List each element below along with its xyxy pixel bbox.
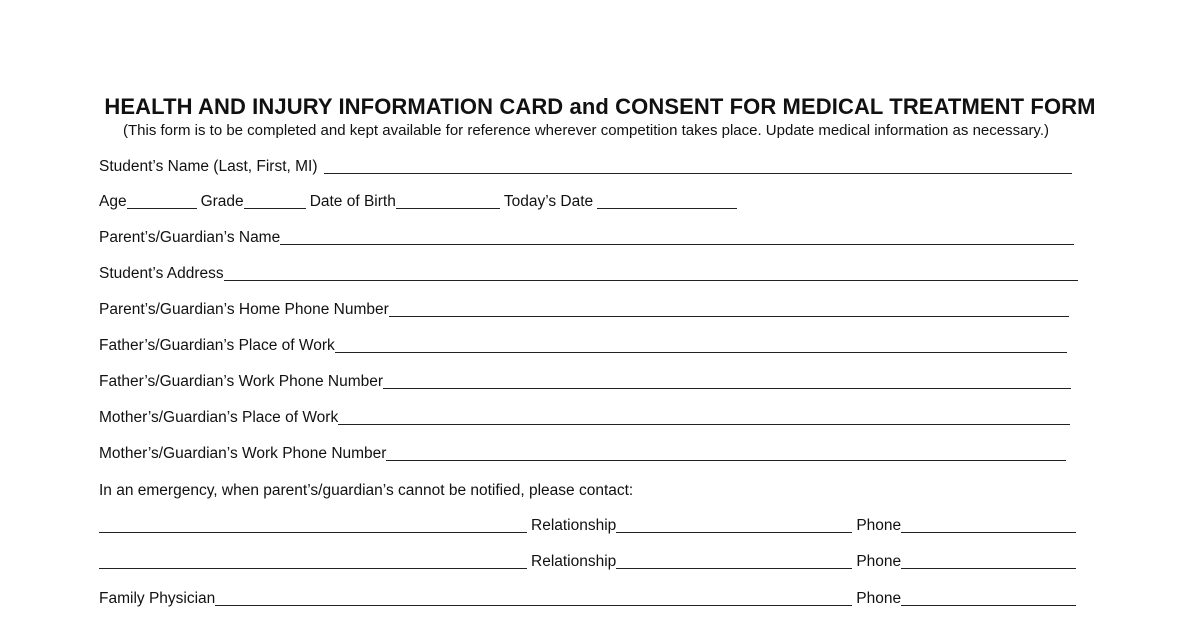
emergency-prompt: In an emergency, when parent’s/guardian’s cannot be notified, please contact: bbox=[99, 482, 634, 499]
family-physician-label: Family Physician bbox=[99, 590, 216, 607]
parent-home-phone-label: Parent’s/Guardian’s Home Phone Number bbox=[99, 301, 389, 318]
emergency-contact-name-field[interactable] bbox=[99, 553, 527, 569]
phone-label: Phone bbox=[856, 517, 902, 534]
emergency-relationship-field[interactable] bbox=[616, 553, 852, 569]
parent-name-field[interactable] bbox=[280, 229, 1074, 245]
father-work-phone-field[interactable] bbox=[383, 373, 1071, 389]
form-subtitle: (This form is to be completed and kept available for reference wherever competition takes place. Update medical information as necessary.) bbox=[122, 122, 1049, 139]
emergency-prompt-row bbox=[99, 478, 633, 500]
emergency-relationship-field[interactable] bbox=[616, 517, 852, 533]
mother-work-phone-label: Mother’s/Guardian’s Work Phone Number bbox=[99, 445, 387, 462]
date-of-birth-label: Date of Birth bbox=[309, 193, 396, 210]
parent-home-phone-field[interactable] bbox=[389, 301, 1069, 317]
mother-place-of-work-field[interactable] bbox=[338, 409, 1070, 425]
student-address-field[interactable] bbox=[224, 265, 1078, 281]
student-address-row bbox=[99, 261, 1078, 283]
emergency-phone-field[interactable] bbox=[901, 517, 1076, 533]
father-place-of-work-row bbox=[99, 333, 1067, 355]
father-work-phone-label: Father’s/Guardian’s Work Phone Number bbox=[99, 373, 384, 390]
student-name-row bbox=[99, 154, 1072, 176]
emergency-contact-row bbox=[99, 513, 1076, 535]
physician-phone-label: Phone bbox=[856, 590, 902, 607]
emergency-phone-field[interactable] bbox=[901, 553, 1076, 569]
parent-name-row bbox=[99, 225, 1074, 247]
parent-name-label: Parent’s/Guardian’s Name bbox=[99, 229, 281, 246]
parent-home-phone-row bbox=[99, 297, 1069, 319]
family-physician-row bbox=[99, 586, 1076, 608]
student-name-field[interactable] bbox=[324, 158, 1072, 174]
grade-field[interactable] bbox=[244, 193, 306, 209]
mother-place-of-work-row bbox=[99, 405, 1070, 427]
family-physician-field[interactable] bbox=[215, 590, 852, 606]
grade-label: Grade bbox=[200, 193, 244, 210]
physician-phone-field[interactable] bbox=[901, 590, 1076, 606]
father-place-of-work-label: Father’s/Guardian’s Place of Work bbox=[99, 337, 335, 354]
student-address-label: Student’s Address bbox=[99, 265, 224, 282]
relationship-label: Relationship bbox=[531, 517, 617, 534]
mother-work-phone-row bbox=[99, 441, 1066, 463]
father-work-phone-row bbox=[99, 369, 1071, 391]
student-name-label: Student’s Name (Last, First, MI) bbox=[99, 158, 318, 175]
mother-place-of-work-label: Mother’s/Guardian’s Place of Work bbox=[99, 409, 339, 426]
phone-label: Phone bbox=[856, 553, 902, 570]
emergency-contact-name-field[interactable] bbox=[99, 517, 527, 533]
form-title: HEALTH AND INJURY INFORMATION CARD and CONSENT FOR MEDICAL TREATMENT FORM bbox=[104, 94, 1096, 119]
todays-date-field[interactable] bbox=[597, 193, 737, 209]
date-of-birth-field[interactable] bbox=[396, 193, 500, 209]
age-label: Age bbox=[99, 193, 127, 210]
age-grade-row bbox=[99, 189, 737, 211]
relationship-label: Relationship bbox=[531, 553, 617, 570]
father-place-of-work-field[interactable] bbox=[335, 337, 1067, 353]
emergency-contact-row bbox=[99, 549, 1076, 571]
todays-date-label: Today’s Date bbox=[503, 193, 594, 210]
mother-work-phone-field[interactable] bbox=[386, 445, 1066, 461]
age-field[interactable] bbox=[127, 193, 197, 209]
